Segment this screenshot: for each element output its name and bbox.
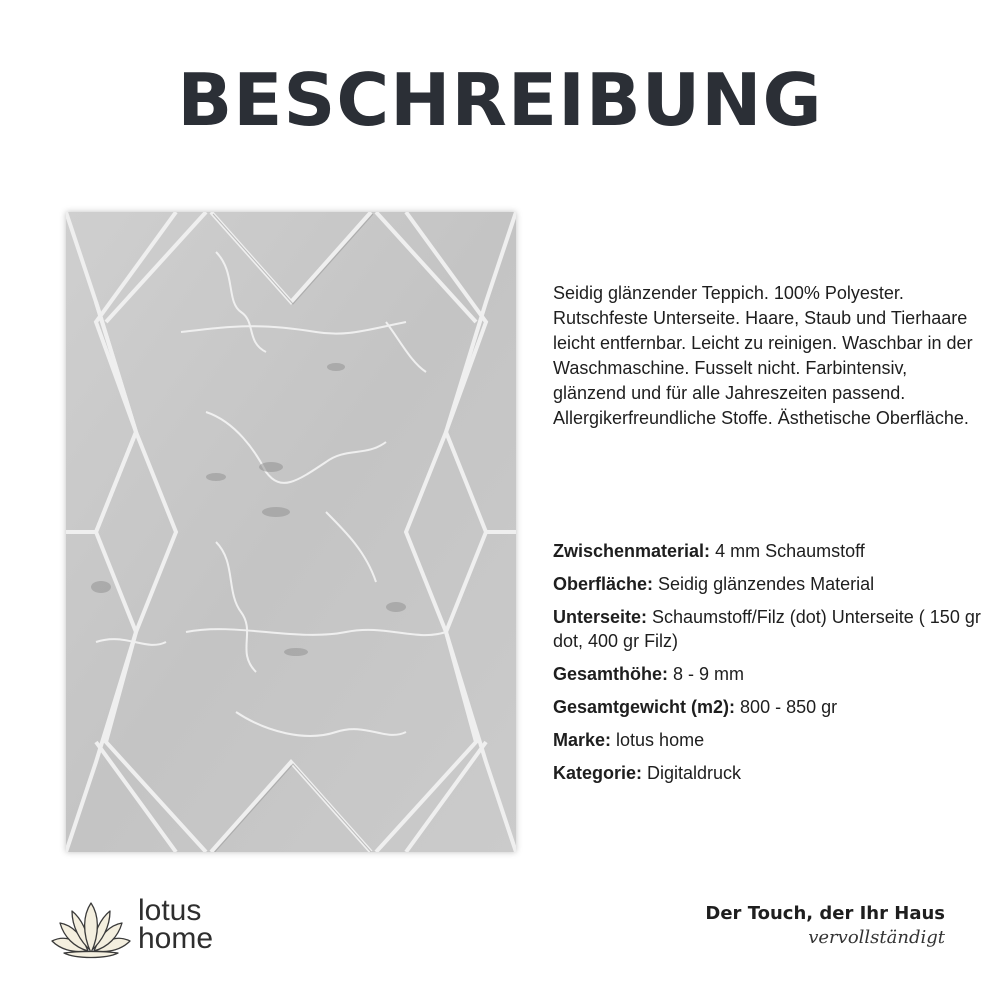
product-description: Seidig glänzender Teppich. 100% Polyester. Rutschfeste Unterseite. Haare, Staub und Tierhaare leicht entfernbar. Leicht zu reinigen. Waschbar in der Waschmaschine. Fusselt nicht. Farbintensiv, glänzend und für alle Jahreszeiten passend. Allergikerfreundliche Stoffe. Ästhetische Oberfläche. [553,283,973,428]
spec-value: Schaumstoff/Filz (dot) Unterseite ( 150 gr dot, 400 gr Filz) [553,607,981,651]
brand-logo [50,894,250,967]
tagline-sub: vervollständigt [808,927,945,948]
spec-value: lotus home [611,730,705,750]
spec-item [553,728,983,752]
spec-value: 800 - 850 gr [735,697,838,717]
spec-item [553,662,983,686]
spec-label: Gesamthöhe: [553,664,669,684]
spec-item [553,695,983,719]
spec-label: Gesamtgewicht (m2): [553,697,736,717]
spec-value: 4 mm Schaumstoff [710,541,865,561]
spec-label: Zwischenmaterial: [553,541,711,561]
page-title: BESCHREIBUNG [177,58,823,142]
lotus-flower-icon [50,901,132,963]
spec-item [553,761,983,785]
logo-line-2: home [138,922,214,955]
spec-item [553,539,983,563]
tagline-main: Der Touch, der Ihr Haus [705,903,945,924]
tagline [705,902,945,950]
spec-list [553,539,983,794]
spec-value: Seidig glänzendes Material [653,574,875,594]
spec-label: Unterseite: [553,607,648,627]
spec-value: Digitaldruck [642,763,742,783]
logo-line-1: lotus [138,894,202,927]
spec-label: Kategorie: [553,763,643,783]
rug-image [66,212,516,852]
spec-label: Marke: [553,730,612,750]
spec-item [553,605,983,653]
spec-label: Oberfläche: [553,574,654,594]
logo-text [138,894,214,955]
spec-value: 8 - 9 mm [668,664,745,684]
rug-pattern [66,212,516,852]
spec-item [553,572,983,596]
